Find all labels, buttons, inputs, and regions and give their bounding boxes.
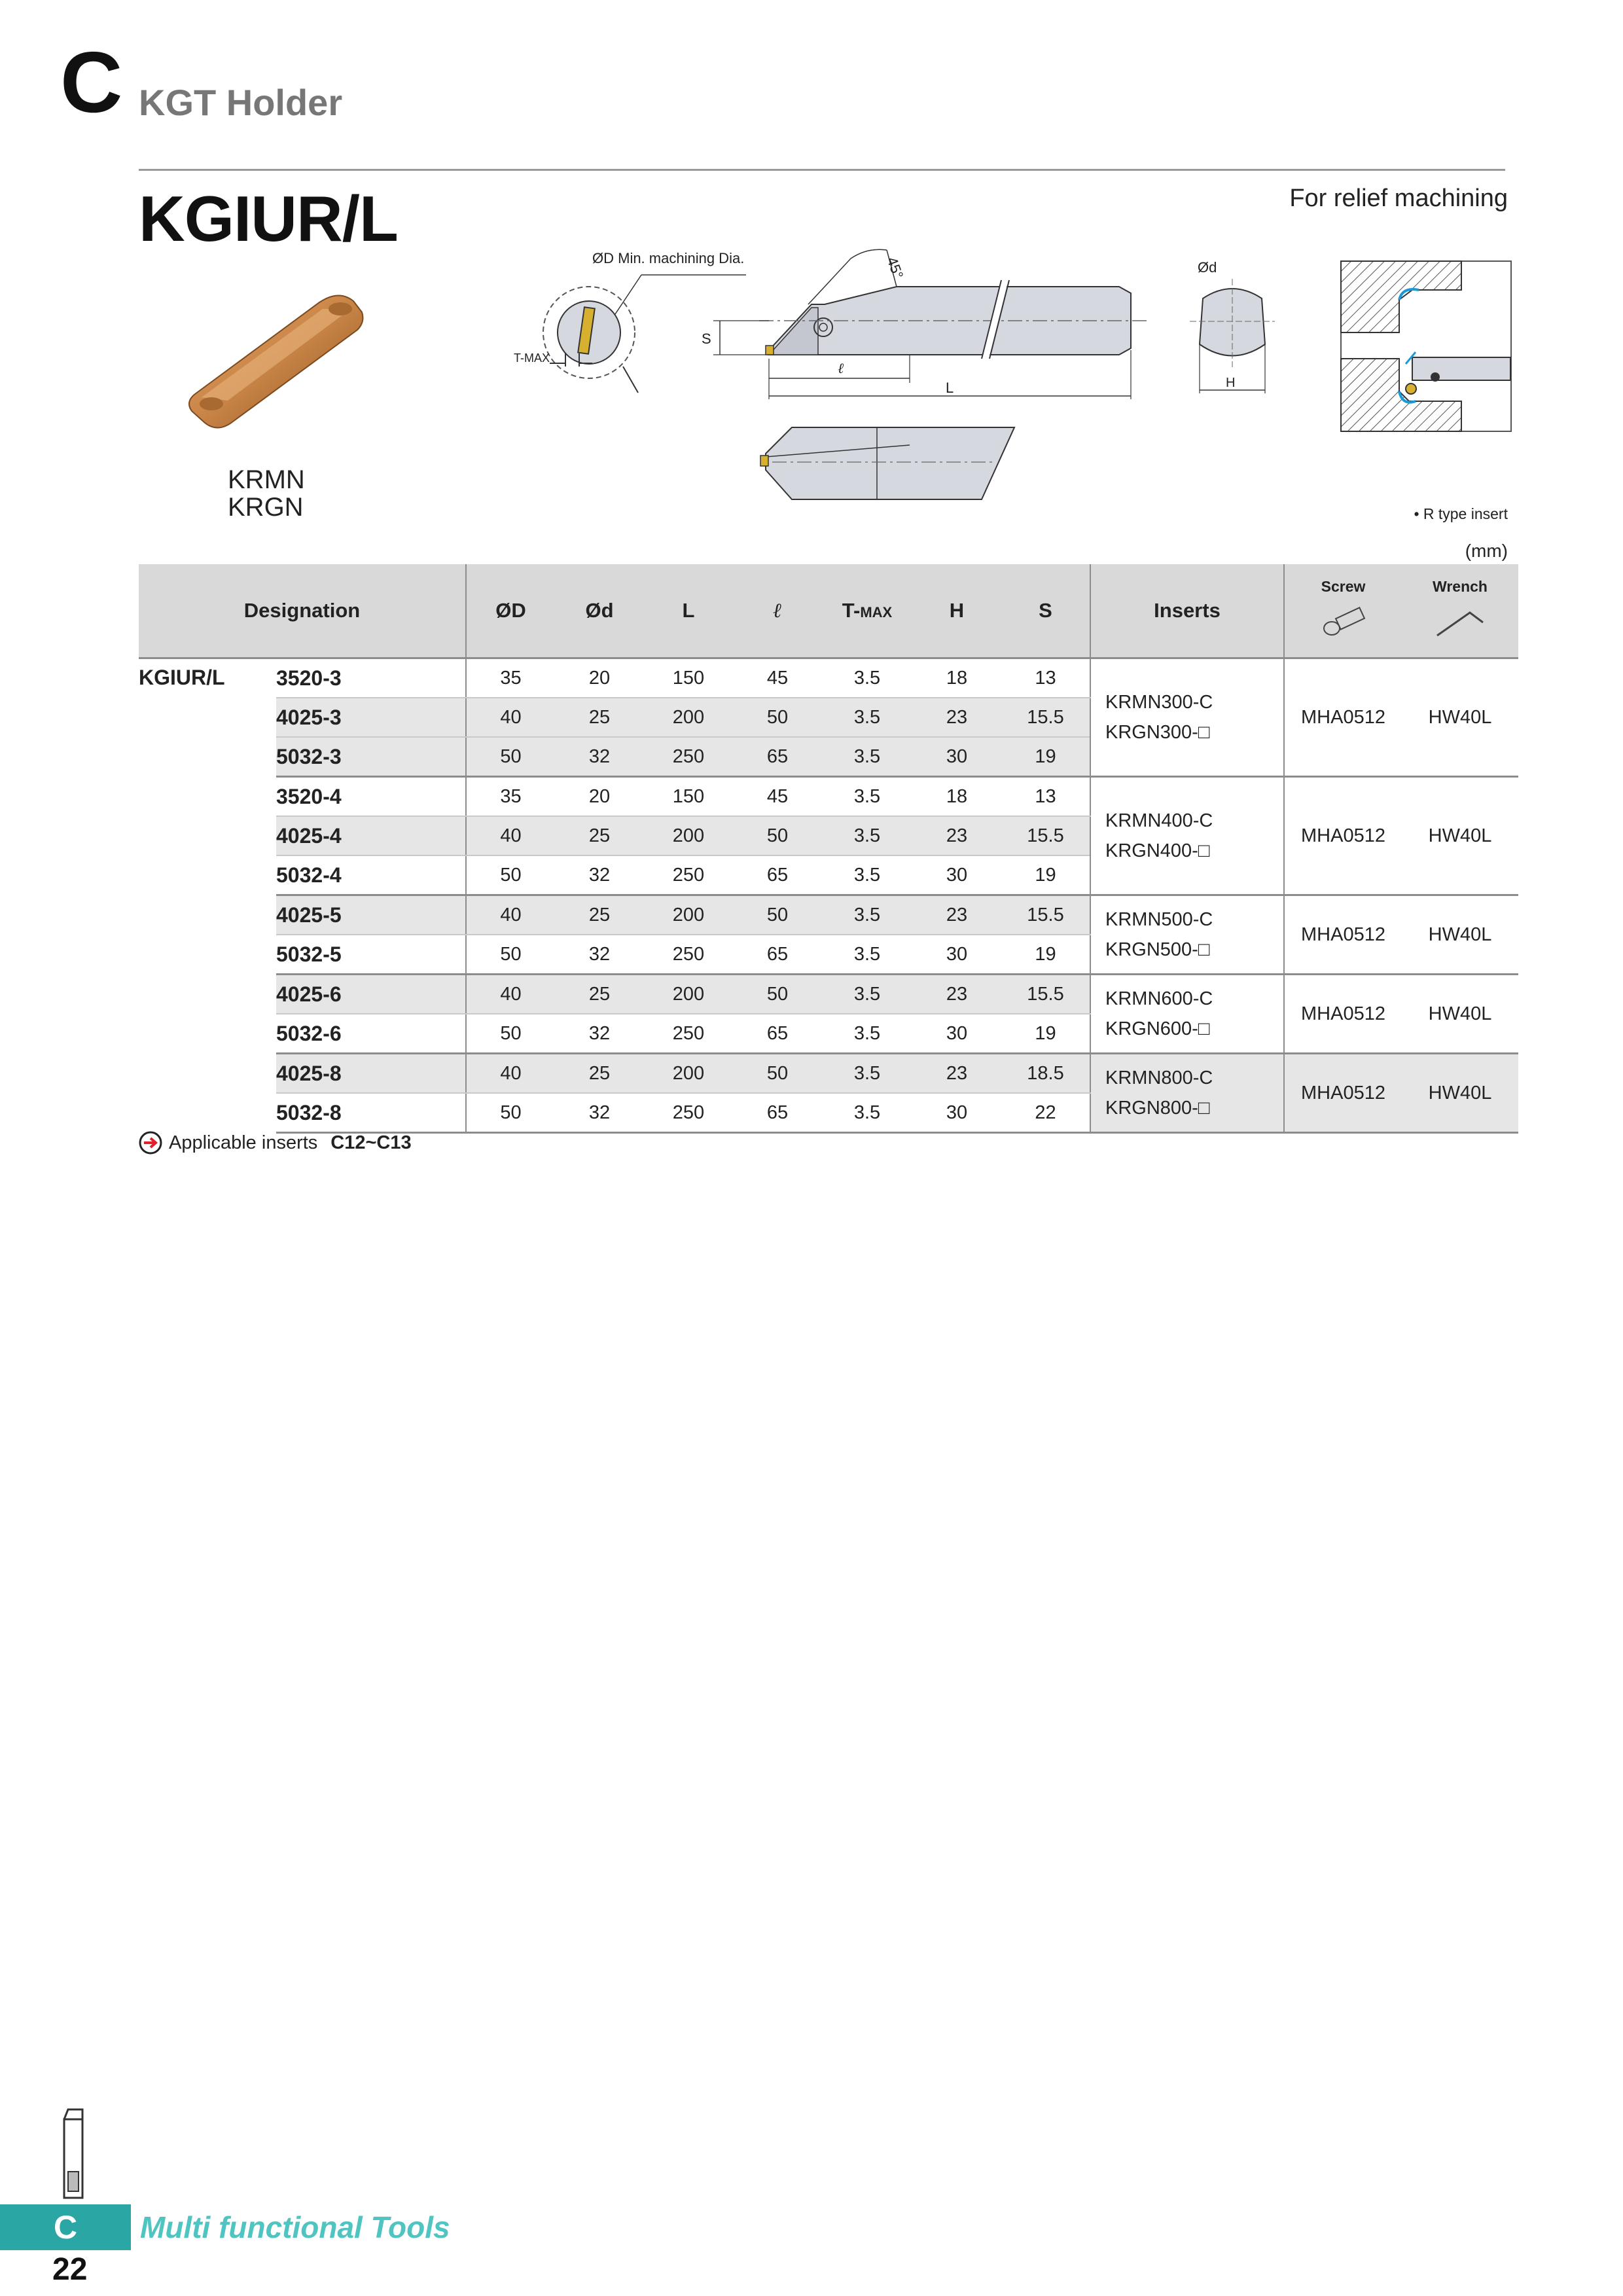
row-code: 4025-6 <box>276 975 466 1014</box>
col-designation: Designation <box>139 564 466 658</box>
table-row <box>139 658 1518 698</box>
screw-icon <box>1317 606 1370 639</box>
cell-H: 30 <box>912 855 1001 895</box>
cell-d: 20 <box>555 777 644 817</box>
cell-d: 32 <box>555 1093 644 1133</box>
cell-tmax: 3.5 <box>822 855 912 895</box>
cell-l: 50 <box>733 975 822 1014</box>
cell-tmax: 3.5 <box>822 698 912 737</box>
cell-d: 25 <box>555 816 644 855</box>
cell-H: 23 <box>912 816 1001 855</box>
angle-label: 45° <box>883 255 907 281</box>
cell-H: 23 <box>912 698 1001 737</box>
tmax-label: T-MAX <box>514 351 550 365</box>
table-row <box>139 777 1518 817</box>
row-code: 3520-3 <box>276 658 466 698</box>
min-dia-label: ØD Min. machining Dia. <box>592 250 745 266</box>
r-type-note: • R type insert <box>1414 505 1508 522</box>
cell-S: 13 <box>1001 658 1090 698</box>
cell-inserts: KRMN300-C KRGN300-□ <box>1090 658 1284 777</box>
row-code: 5032-5 <box>276 935 466 975</box>
cell-d: 25 <box>555 895 644 935</box>
table-row <box>139 895 1518 935</box>
cell-screw: MHA0512 <box>1284 895 1402 975</box>
cell-screw: MHA0512 <box>1284 975 1402 1054</box>
insert-image <box>182 283 378 440</box>
insert-code-krmn: KRMN <box>228 465 305 494</box>
cell-d: 25 <box>555 698 644 737</box>
row-code: 4025-8 <box>276 1054 466 1094</box>
cell-H: 30 <box>912 1093 1001 1133</box>
col-inserts: Inserts <box>1090 564 1284 658</box>
cell-tmax: 3.5 <box>822 935 912 975</box>
cell-l: 65 <box>733 855 822 895</box>
L-label: L <box>946 380 954 396</box>
cell-S: 15.5 <box>1001 895 1090 935</box>
row-code: 3520-4 <box>276 777 466 817</box>
cell-L: 250 <box>644 935 733 975</box>
cell-L: 200 <box>644 698 733 737</box>
cell-L: 200 <box>644 895 733 935</box>
cell-wrench: HW40L <box>1402 658 1518 777</box>
wrench-icon <box>1434 606 1486 639</box>
l-small-label: ℓ <box>838 360 844 376</box>
cell-D: 35 <box>466 777 555 817</box>
cell-S: 18.5 <box>1001 1054 1090 1094</box>
cell-S: 19 <box>1001 1014 1090 1054</box>
cell-D: 50 <box>466 1093 555 1133</box>
cell-S: 15.5 <box>1001 816 1090 855</box>
cell-wrench: HW40L <box>1402 895 1518 975</box>
tool-icon <box>54 2106 93 2204</box>
col-H: H <box>912 564 1001 658</box>
cell-tmax: 3.5 <box>822 975 912 1014</box>
cell-l: 50 <box>733 895 822 935</box>
cell-D: 40 <box>466 816 555 855</box>
H-label: H <box>1226 376 1236 390</box>
shank-end-drawing <box>1183 259 1281 403</box>
footer-section-tab: C <box>0 2204 131 2250</box>
spec-table <box>139 564 1518 1134</box>
cell-tmax: 3.5 <box>822 895 912 935</box>
row-code: 4025-3 <box>276 698 466 737</box>
cell-H: 30 <box>912 935 1001 975</box>
cell-tmax: 3.5 <box>822 1054 912 1094</box>
cell-S: 15.5 <box>1001 698 1090 737</box>
cell-tmax: 3.5 <box>822 658 912 698</box>
cell-tmax: 3.5 <box>822 737 912 777</box>
section-letter: C <box>60 34 123 130</box>
section-view-drawing <box>1340 260 1512 432</box>
cell-L: 250 <box>644 1093 733 1133</box>
cell-screw: MHA0512 <box>1284 1054 1402 1133</box>
col-d: Ød <box>555 564 644 658</box>
insert-codes <box>228 466 305 521</box>
cell-S: 13 <box>1001 777 1090 817</box>
row-code: 5032-3 <box>276 737 466 777</box>
cell-tmax: 3.5 <box>822 816 912 855</box>
holder-side-drawing <box>759 418 1021 503</box>
cell-H: 18 <box>912 777 1001 817</box>
cell-D: 50 <box>466 935 555 975</box>
cell-wrench: HW40L <box>1402 777 1518 895</box>
col-tmax: T-MAX <box>822 564 912 658</box>
cell-l: 50 <box>733 1054 822 1094</box>
cell-screw: MHA0512 <box>1284 777 1402 895</box>
col-L: L <box>644 564 733 658</box>
cell-d: 32 <box>555 737 644 777</box>
cell-H: 30 <box>912 737 1001 777</box>
cell-H: 23 <box>912 975 1001 1014</box>
cell-l: 50 <box>733 698 822 737</box>
cell-H: 23 <box>912 895 1001 935</box>
product-purpose: For relief machining <box>1289 185 1508 212</box>
row-code: 4025-5 <box>276 895 466 935</box>
cell-tmax: 3.5 <box>822 777 912 817</box>
cell-wrench: HW40L <box>1402 975 1518 1054</box>
page-number: 22 <box>52 2252 88 2287</box>
cell-D: 50 <box>466 855 555 895</box>
applicable-pages: C12~C13 <box>330 1132 412 1153</box>
cell-l: 65 <box>733 737 822 777</box>
cell-l: 45 <box>733 777 822 817</box>
table-row <box>139 1054 1518 1094</box>
section-title: KGT Holder <box>139 82 343 123</box>
cell-inserts: KRMN600-C KRGN600-□ <box>1090 975 1284 1054</box>
col-screw: Screw <box>1284 564 1402 658</box>
cell-H: 18 <box>912 658 1001 698</box>
table-header-row <box>139 564 1518 658</box>
cell-wrench: HW40L <box>1402 1054 1518 1133</box>
s-label: S <box>702 331 711 347</box>
cell-screw: MHA0512 <box>1284 658 1402 777</box>
cell-D: 35 <box>466 658 555 698</box>
row-code: 5032-6 <box>276 1014 466 1054</box>
cell-d: 20 <box>555 658 644 698</box>
applicable-inserts-link[interactable] <box>139 1131 412 1155</box>
cell-tmax: 3.5 <box>822 1093 912 1133</box>
cell-tmax: 3.5 <box>822 1014 912 1054</box>
col-l: ℓ <box>733 564 822 658</box>
cell-d: 25 <box>555 975 644 1014</box>
row-code: 5032-4 <box>276 855 466 895</box>
row-code: 4025-4 <box>276 816 466 855</box>
cell-l: 65 <box>733 1093 822 1133</box>
cell-inserts: KRMN500-C KRGN500-□ <box>1090 895 1284 975</box>
cell-L: 200 <box>644 975 733 1014</box>
cell-D: 40 <box>466 1054 555 1094</box>
cell-d: 32 <box>555 855 644 895</box>
row-code: 5032-8 <box>276 1093 466 1133</box>
footer-category: Multi functional Tools <box>140 2210 450 2244</box>
cell-L: 200 <box>644 816 733 855</box>
cell-D: 40 <box>466 698 555 737</box>
series-name: KGIUR/L <box>139 666 225 689</box>
cell-S: 19 <box>1001 855 1090 895</box>
unit-note: (mm) <box>1465 541 1508 561</box>
cell-D: 50 <box>466 737 555 777</box>
cell-L: 250 <box>644 855 733 895</box>
arrow-circle-icon <box>139 1131 162 1155</box>
cell-S: 22 <box>1001 1093 1090 1133</box>
cell-L: 250 <box>644 1014 733 1054</box>
d-label: Ød <box>1198 259 1217 276</box>
cell-L: 200 <box>644 1054 733 1094</box>
col-wrench: Wrench <box>1402 564 1518 658</box>
cell-inserts: KRMN800-C KRGN800-□ <box>1090 1054 1284 1133</box>
cell-d: 32 <box>555 1014 644 1054</box>
cell-H: 30 <box>912 1014 1001 1054</box>
cell-S: 19 <box>1001 737 1090 777</box>
cell-d: 32 <box>555 935 644 975</box>
cell-L: 250 <box>644 737 733 777</box>
applicable-label: Applicable inserts <box>169 1132 318 1153</box>
cell-L: 150 <box>644 777 733 817</box>
insert-code-krgn: KRGN <box>228 493 304 522</box>
col-D: ØD <box>466 564 555 658</box>
cell-l: 65 <box>733 1014 822 1054</box>
cell-l: 50 <box>733 816 822 855</box>
cell-H: 23 <box>912 1054 1001 1094</box>
cell-D: 40 <box>466 975 555 1014</box>
cell-l: 65 <box>733 935 822 975</box>
product-title: KGIUR/L <box>139 183 398 255</box>
cell-l: 45 <box>733 658 822 698</box>
cell-S: 15.5 <box>1001 975 1090 1014</box>
cell-S: 19 <box>1001 935 1090 975</box>
cell-inserts: KRMN400-C KRGN400-□ <box>1090 777 1284 895</box>
cell-D: 50 <box>466 1014 555 1054</box>
cell-D: 40 <box>466 895 555 935</box>
cell-L: 150 <box>644 658 733 698</box>
header-divider <box>139 169 1505 171</box>
table-row <box>139 975 1518 1014</box>
col-S: S <box>1001 564 1090 658</box>
cell-d: 25 <box>555 1054 644 1094</box>
